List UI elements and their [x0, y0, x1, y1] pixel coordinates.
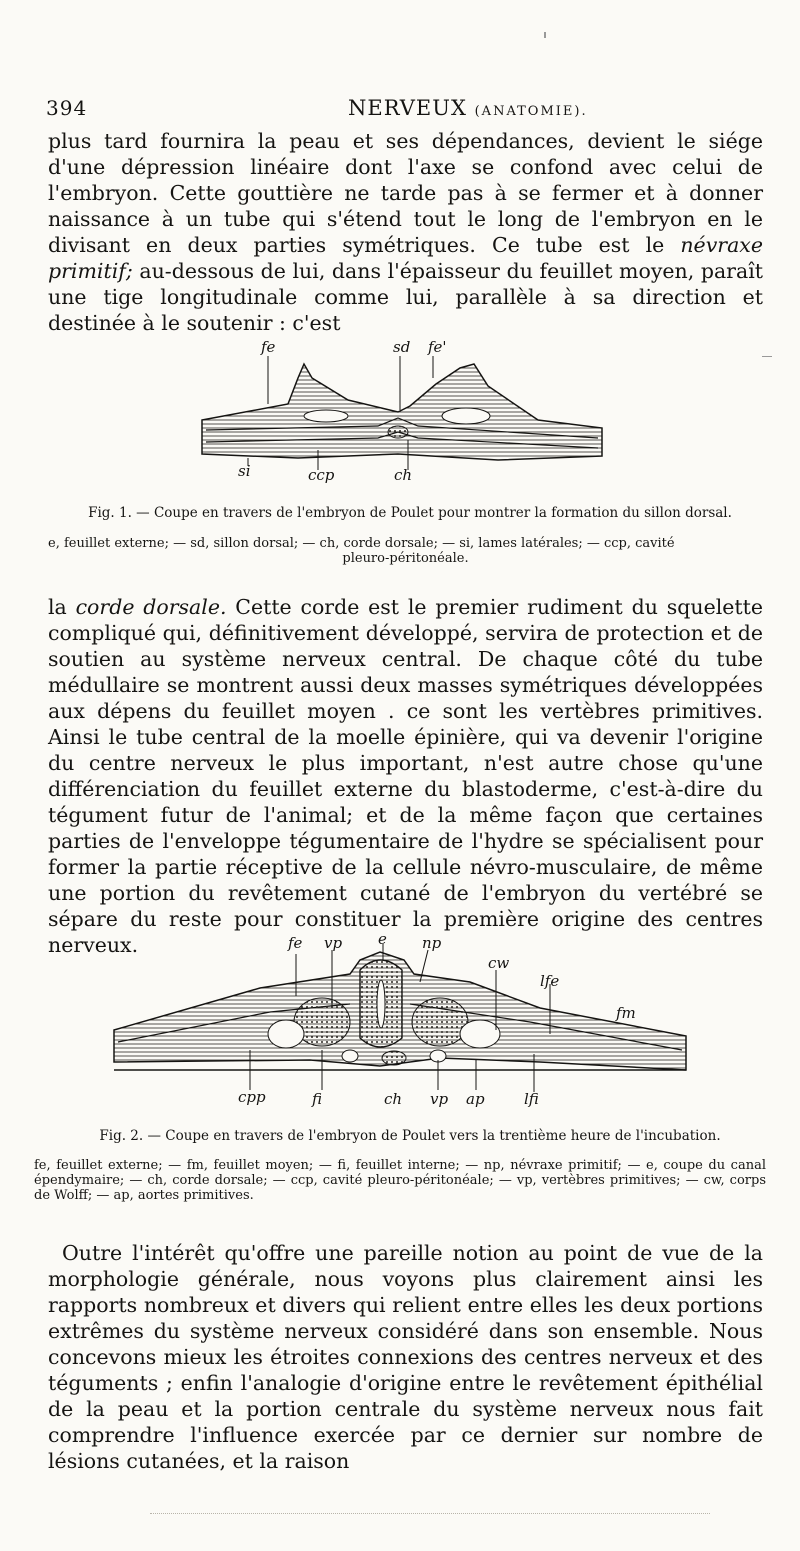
running-title-main: NERVEUX: [348, 96, 467, 120]
running-title-paren: (ANATOMIE).: [474, 104, 588, 119]
paragraph-1-text-a: plus tard fournira la peau et ses dépendances, devient le siége d'une dépression linéaire dont l'axe se confond avec celui de l'embryon. Cette gouttière ne tarde pas à se fermer et à donner naissance à un tube qui s'étend tout le long de l'embryon en le divisant en deux parties symétriques. Ce tube est le: [48, 129, 763, 257]
fig2-label-vp-bottom: vp: [430, 1090, 449, 1108]
fig2-label-cw: cw: [488, 954, 510, 972]
figure-2-legend: fe, feuillet externe; — fm, feuillet moyen; — fi, feuillet interne; — np, névraxe primitif; — e, coupe du canal épendymaire; — ch, corde dorsale; — ccp, cavité pleuro-péritonéale; — vp, vertèbres primitives; — cw, corps de Wolff; — ap, aortes primitives.: [34, 1158, 766, 1203]
fig2-label-cpp: cpp: [238, 1088, 266, 1106]
fig1-label-fe: fe: [261, 338, 276, 356]
fig2-label-vp-top: vp: [324, 934, 343, 952]
running-title: [348, 96, 588, 120]
fig1-label-ch: ch: [394, 466, 413, 484]
fig2-label-fm: fm: [616, 1004, 636, 1022]
paragraph-1-emphasis: névraxe primitif;: [48, 233, 763, 283]
figure-1-legend-line-1: e, feuillet externe; — sd, sillon dorsal; — ch, corde dorsale; — si, lames latérales; — ccp, cavité: [48, 536, 675, 551]
figure-1-illustration: [198, 334, 610, 490]
fig1-label-si: si: [238, 462, 251, 480]
figure-1-caption: Fig. 1. — Coupe en travers de l'embryon de Poulet pour montrer la formation du sillon dorsal.: [88, 505, 732, 521]
paragraph-2-emphasis: corde dorsale.: [75, 595, 227, 619]
paragraph-2-lead: la: [48, 595, 76, 619]
scan-mark: [544, 32, 546, 38]
fig1-label-ccp: ccp: [308, 466, 335, 484]
fig2-label-np: np: [422, 934, 442, 952]
paragraph-2: [48, 594, 763, 958]
fig2-label-e: e: [378, 930, 387, 948]
footer-rule: [150, 1513, 710, 1516]
paragraph-3: Outre l'intérêt qu'offre une pareille notion au point de vue de la morphologie générale, nous voyons plus clairement ainsi les rapports nombreux et divers qui relient entre elles les deux portions extrêmes du système nerveux considéré dans son ensemble. Nous concevons mieux les étroites connexions des centres nerveux et des téguments ; enfin l'analogie d'origine entre le revêtement épithélial de la peau et la portion centrale du système nerveux nous fait comprendre l'influence exercée par ce dernier sur nombre de lésions cutanées, et la raison: [48, 1241, 763, 1473]
figure-1-legend-line-2: pleuro-péritonéale.: [342, 551, 469, 566]
paragraph-1: [48, 128, 763, 336]
paragraph-1-text-b: au-dessous de lui, dans l'épaisseur du feuillet moyen, paraît une tige longitudinale comme lui, parallèle à sa direction et destinée à le soutenir : c'est: [48, 259, 763, 335]
figure-1-legend: [48, 536, 763, 566]
paragraph-2-text: Cette corde est le premier rudiment du squelette compliqué qui, définitivement développé, servira de protection et de soutien au système nerveux central. De chaque côté du tube médullaire se montrent aussi deux masses symétriques développées aux dépens du feuillet moyen . ce sont les vertèbres primitives. Ainsi le tube central de la moelle épinière, qui va devenir l'origine du centre nerveux le plus important, n'est autre chose qu'une différenciation du feuillet externe du blastoderme, c'est-à-dire du tégument futur de l'animal; et de la même façon que certaines parties de l'enveloppe tégumentaire de l'hydre se spécialisent pour former la partie réceptive de la cellule névro-musculaire, de même une portion du revêtement cutané de l'embryon du vertébré se sépare du reste pour constituer la première origine des centres nerveux.: [48, 595, 763, 957]
figure-2-illustration: [110, 930, 690, 1112]
figure-2-caption: Fig. 2. — Coupe en travers de l'embryon de Poulet vers la trentième heure de l'incubation.: [99, 1128, 721, 1144]
fig2-label-fi: fi: [312, 1090, 323, 1108]
figure-2-drawing: [110, 930, 690, 1112]
fig2-label-lfe: lfe: [540, 972, 560, 990]
fig2-label-ch: ch: [384, 1090, 403, 1108]
margin-mark: [762, 356, 772, 357]
fig1-label-sd: sd: [393, 338, 411, 356]
fig2-label-ap: ap: [466, 1090, 485, 1108]
fig1-label-fe-prime: fe': [428, 338, 447, 356]
fig2-label-fe: fe: [288, 934, 303, 952]
fig2-label-lfi: lfi: [524, 1090, 539, 1108]
running-header: [46, 96, 766, 122]
page-number: 394: [46, 96, 88, 120]
